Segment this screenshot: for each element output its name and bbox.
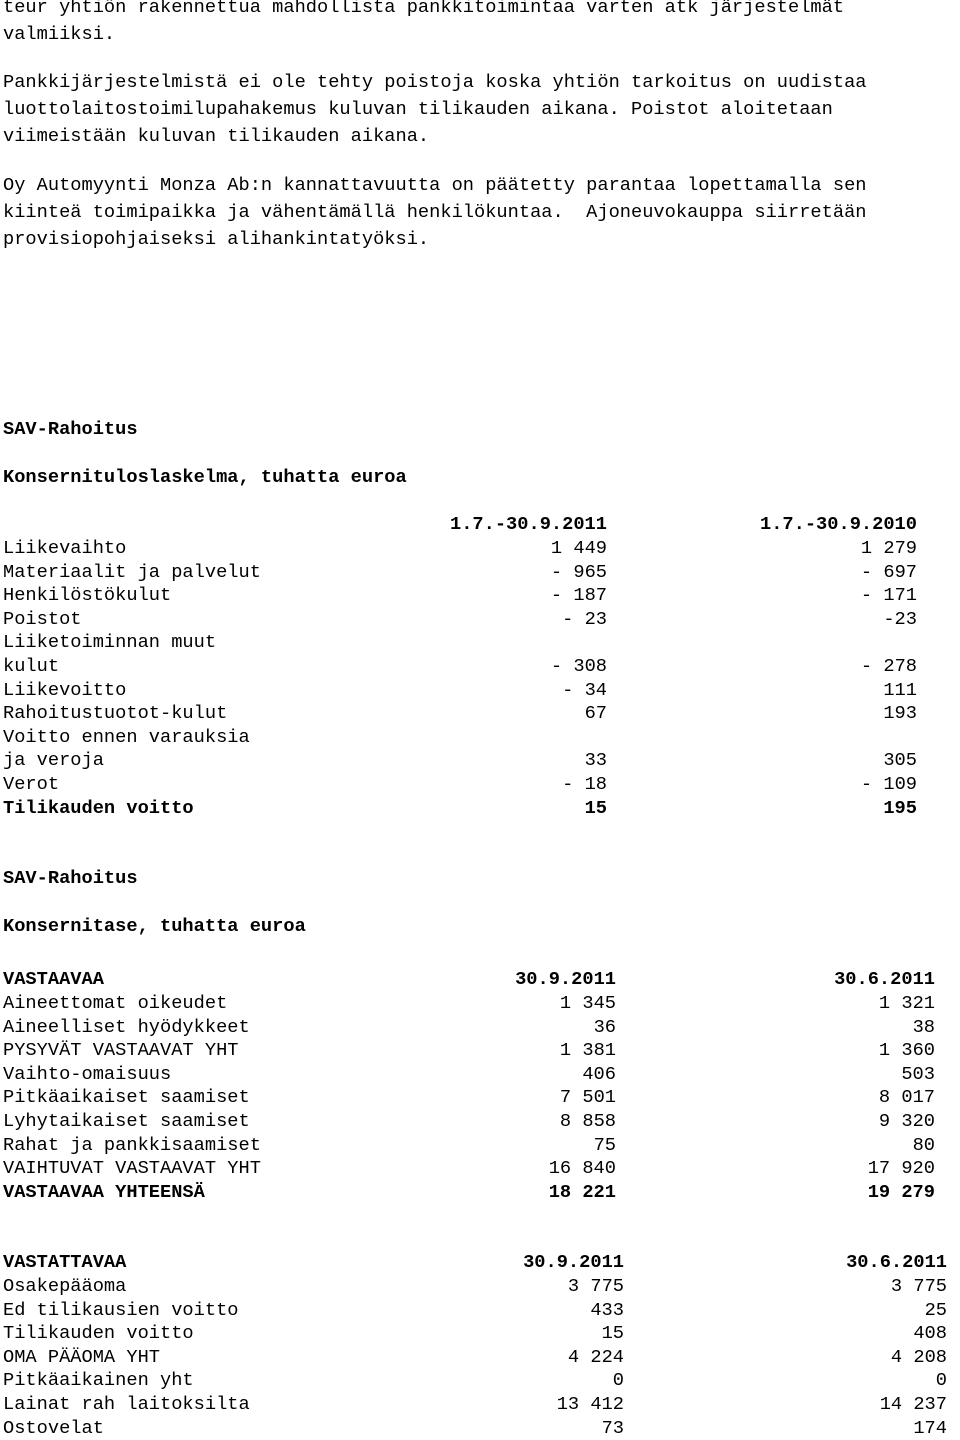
row-value-col1: - 187 bbox=[550, 584, 607, 607]
row-value-col2: 4 208 bbox=[890, 1345, 947, 1368]
row-value-col1: 16 840 bbox=[548, 1157, 616, 1180]
row-label: Henkilöstökulut bbox=[3, 584, 172, 607]
table-row bbox=[0, 1156, 960, 1180]
row-label: Liiketoiminnan muut bbox=[3, 631, 217, 654]
row-label: Pitkäaikaiset saamiset bbox=[3, 1086, 250, 1109]
row-value-col1: 15 bbox=[601, 1322, 624, 1345]
row-value-col1: 8 858 bbox=[559, 1110, 616, 1132]
table-row bbox=[0, 654, 960, 678]
assets-col1-header: 30.9.2011 bbox=[515, 968, 616, 990]
intro-line: kiinteä toimipaikka ja vähentämällä henkilökuntaa. Ajoneuvokauppa siirretään bbox=[3, 201, 867, 223]
intro-line: viimeistään kuluvan tilikauden aikana. bbox=[3, 125, 430, 147]
row-value-col2: 1 321 bbox=[878, 992, 935, 1014]
row-label: Voitto ennen varauksia bbox=[3, 725, 250, 748]
income-company-heading: SAV-Rahoitus bbox=[3, 418, 138, 440]
table-row bbox=[0, 630, 960, 654]
assets-header: VASTAAVAA bbox=[3, 968, 104, 990]
row-label: VASTAAVAA YHTEENSÄ bbox=[3, 1180, 205, 1203]
row-value-col1: 36 bbox=[593, 1015, 616, 1038]
table-row bbox=[0, 1015, 960, 1039]
row-value-col2: -23 bbox=[883, 607, 917, 630]
row-value-col1: 73 bbox=[601, 1416, 624, 1439]
table-row bbox=[0, 748, 960, 772]
row-value-col2: 14 237 bbox=[879, 1393, 947, 1415]
table-row bbox=[0, 607, 960, 631]
table-row bbox=[0, 1298, 960, 1322]
row-label: kulut bbox=[3, 655, 60, 677]
row-label: Tilikauden voitto bbox=[3, 1322, 194, 1345]
row-value-col1: 7 501 bbox=[559, 1086, 616, 1109]
row-value-col2: 25 bbox=[924, 1298, 947, 1321]
assets-header-row bbox=[0, 967, 960, 991]
row-label: Ed tilikausien voitto bbox=[3, 1298, 239, 1321]
row-value-col2: 111 bbox=[883, 678, 917, 701]
row-label: Tilikauden voitto bbox=[3, 796, 194, 819]
intro-line: Pankkijärjestelmistä ei ole tehty poistoja koska yhtiön tarkoitus on uudistaa bbox=[3, 71, 867, 93]
row-value-col2: 174 bbox=[913, 1416, 947, 1439]
intro-line: provisiopohjaiseksi alihankintatyöksi. bbox=[3, 228, 430, 250]
row-value-col2: 1 360 bbox=[878, 1039, 935, 1062]
row-value-col1: 18 221 bbox=[548, 1180, 616, 1203]
row-value-col2: 305 bbox=[883, 749, 917, 772]
row-label: PYSYVÄT VASTAAVAT YHT bbox=[3, 1039, 239, 1062]
table-row bbox=[0, 1133, 960, 1157]
table-row bbox=[0, 991, 960, 1015]
row-value-col2: - 278 bbox=[860, 655, 917, 677]
row-label: VAIHTUVAT VASTAAVAT YHT bbox=[3, 1157, 261, 1180]
row-value-col2: 503 bbox=[901, 1062, 935, 1085]
row-label: Vaihto-omaisuus bbox=[3, 1062, 172, 1085]
balance-company-heading: SAV-Rahoitus bbox=[3, 867, 138, 889]
row-label: Lainat rah laitoksilta bbox=[3, 1393, 250, 1415]
row-value-col2: 3 775 bbox=[890, 1275, 947, 1297]
balance-title: Konsernitase, tuhatta euroa bbox=[3, 915, 306, 937]
table-row bbox=[0, 1062, 960, 1086]
row-value-col2: 195 bbox=[883, 796, 917, 819]
row-label: Rahat ja pankkisaamiset bbox=[3, 1133, 261, 1156]
row-value-col1: - 18 bbox=[562, 773, 607, 795]
liabilities-header-row bbox=[0, 1250, 960, 1274]
row-value-col2: 408 bbox=[913, 1322, 947, 1345]
row-value-col1: 33 bbox=[584, 749, 607, 772]
row-label: Liikevaihto bbox=[3, 537, 127, 559]
row-value-col1: - 965 bbox=[550, 560, 607, 583]
table-row bbox=[0, 1038, 960, 1062]
row-value-col2: - 171 bbox=[860, 584, 917, 607]
intro-line: teur yhtiön rakennettua mahdollista pankkitoimintaa varten atk järjestelmät bbox=[3, 0, 845, 18]
row-value-col2: 9 320 bbox=[878, 1110, 935, 1132]
table-row bbox=[0, 772, 960, 796]
row-value-col1: - 34 bbox=[562, 678, 607, 701]
table-row bbox=[0, 725, 960, 749]
row-value-col1: 1 345 bbox=[559, 992, 616, 1014]
row-label: Aineettomat oikeudet bbox=[3, 992, 228, 1014]
intro-line: Oy Automyynti Monza Ab:n kannattavuutta on päätetty parantaa lopettamalla sen bbox=[3, 174, 867, 196]
row-label: Poistot bbox=[3, 607, 82, 630]
table-row bbox=[0, 796, 960, 820]
row-label: Aineelliset hyödykkeet bbox=[3, 1015, 250, 1038]
table-row bbox=[0, 1368, 960, 1392]
liabilities-col1-header: 30.9.2011 bbox=[523, 1251, 624, 1273]
table-row bbox=[0, 1109, 960, 1133]
row-value-col2: - 697 bbox=[860, 560, 917, 583]
table-row bbox=[0, 1085, 960, 1109]
table-row bbox=[0, 560, 960, 584]
row-value-col1: - 308 bbox=[550, 655, 607, 677]
table-row bbox=[0, 1345, 960, 1369]
row-value-col1: - 23 bbox=[562, 607, 607, 630]
row-value-col1: 433 bbox=[590, 1298, 624, 1321]
table-row bbox=[0, 1274, 960, 1298]
liabilities-col2-header: 30.6.2011 bbox=[846, 1251, 947, 1273]
row-value-col1: 3 775 bbox=[567, 1275, 624, 1297]
row-label: Osakepääoma bbox=[3, 1275, 127, 1297]
table-row bbox=[0, 583, 960, 607]
row-label: Verot bbox=[3, 773, 60, 795]
row-value-col2: - 109 bbox=[860, 773, 917, 795]
row-value-col1: 4 224 bbox=[567, 1345, 624, 1368]
table-row bbox=[0, 678, 960, 702]
row-value-col1: 1 449 bbox=[550, 537, 607, 559]
table-row bbox=[0, 1416, 960, 1440]
row-value-col2: 80 bbox=[912, 1133, 935, 1156]
table-row bbox=[0, 701, 960, 725]
income-header-row bbox=[0, 512, 960, 536]
row-value-col1: 67 bbox=[584, 702, 607, 725]
row-value-col1: 13 412 bbox=[556, 1393, 624, 1415]
row-value-col2: 19 279 bbox=[867, 1180, 935, 1203]
row-value-col2: 17 920 bbox=[867, 1157, 935, 1180]
income-col2-header: 1.7.-30.9.2010 bbox=[759, 513, 917, 535]
row-value-col2: 193 bbox=[883, 702, 917, 725]
row-label: Lyhytaikaiset saamiset bbox=[3, 1110, 250, 1132]
row-value-col1: 0 bbox=[612, 1369, 624, 1392]
income-col1-header: 1.7.-30.9.2011 bbox=[449, 513, 607, 535]
row-value-col1: 406 bbox=[582, 1062, 616, 1085]
row-value-col1: 1 381 bbox=[559, 1039, 616, 1062]
intro-line: valmiiksi. bbox=[3, 23, 116, 45]
table-row bbox=[0, 1180, 960, 1204]
table-row bbox=[0, 536, 960, 560]
row-label: ja veroja bbox=[3, 749, 104, 772]
liabilities-header: VASTATTAVAA bbox=[3, 1251, 127, 1273]
table-row bbox=[0, 1321, 960, 1345]
row-value-col2: 1 279 bbox=[860, 537, 917, 559]
row-label: Rahoitustuotot-kulut bbox=[3, 702, 228, 725]
table-row bbox=[0, 1392, 960, 1416]
assets-col2-header: 30.6.2011 bbox=[834, 968, 935, 990]
income-title: Konsernituloslaskelma, tuhatta euroa bbox=[3, 466, 407, 488]
row-value-col2: 8 017 bbox=[878, 1086, 935, 1109]
row-label: Materiaalit ja palvelut bbox=[3, 560, 261, 583]
row-label: Pitkäaikainen yht bbox=[3, 1369, 194, 1392]
row-label: Ostovelat bbox=[3, 1416, 104, 1439]
row-label: Liikevoitto bbox=[3, 678, 127, 701]
row-value-col2: 0 bbox=[935, 1369, 947, 1392]
row-value-col1: 15 bbox=[584, 796, 607, 819]
row-value-col2: 38 bbox=[912, 1015, 935, 1038]
intro-line: luottolaitostoimilupahakemus kuluvan tilikauden aikana. Poistot aloitetaan bbox=[3, 98, 833, 120]
row-label: OMA PÄÄOMA YHT bbox=[3, 1345, 161, 1368]
row-value-col1: 75 bbox=[593, 1133, 616, 1156]
